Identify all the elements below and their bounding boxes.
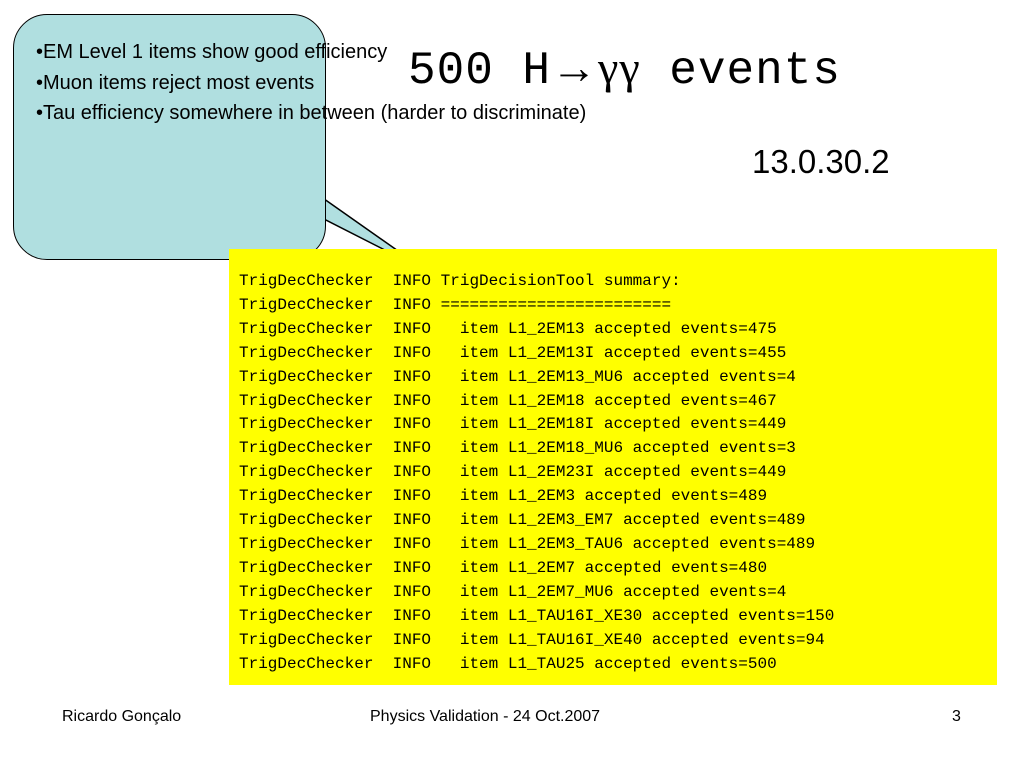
log-line: TrigDecChecker INFO item L1_2EM3_EM7 accepted events=489: [239, 511, 806, 530]
callout-bullet: [36, 68, 315, 99]
version-label: 13.0.30.2: [752, 143, 890, 180]
log-line: TrigDecChecker INFO item L1_2EM18I accepted events=449: [239, 415, 787, 434]
slide-title: [408, 40, 841, 99]
log-line: TrigDecChecker INFO item L1_2EM13_MU6 accepted events=4: [239, 367, 796, 386]
log-line: TrigDecChecker INFO item L1_2EM13I accepted events=455: [239, 343, 787, 362]
title-prefix: 500 H: [408, 45, 552, 97]
footer-page-number: 3: [952, 708, 961, 725]
log-line: TrigDecChecker INFO item L1_2EM3 accepted events=489: [239, 487, 768, 506]
callout-bullet-text: •EM Level 1 items show good efficiency: [36, 41, 388, 63]
log-line: TrigDecChecker INFO ========================: [239, 295, 672, 314]
callout-bullet: [36, 98, 587, 129]
title-arrow-symbol: →: [551, 42, 599, 93]
log-line: TrigDecChecker INFO item L1_2EM18_MU6 accepted events=3: [239, 439, 796, 458]
footer-event: Physics Validation - 24 Oct.2007: [370, 708, 601, 725]
callout-bullet-text: •Tau efficiency somewhere in between (harder to discriminate): [36, 102, 587, 124]
footer-author: Ricardo Gonçalo: [62, 708, 182, 725]
log-line: TrigDecChecker INFO item L1_2EM7 accepted events=480: [239, 558, 768, 577]
log-line: TrigDecChecker INFO item L1_TAU16I_XE30 accepted events=150: [239, 606, 835, 625]
log-line: TrigDecChecker INFO item L1_2EM13 accepted events=475: [239, 319, 777, 338]
log-line: TrigDecChecker INFO TrigDecisionTool summary:: [239, 272, 681, 290]
trigger-log-box: [229, 249, 997, 685]
log-line: TrigDecChecker INFO item L1_2EM18 accepted events=467: [239, 391, 777, 410]
log-line: TrigDecChecker INFO item L1_TAU25 accepted events=500: [239, 654, 777, 673]
log-line: TrigDecChecker INFO item L1_2EM7_MU6 accepted events=4: [239, 582, 787, 601]
title-suffix: events: [640, 45, 841, 97]
log-line: TrigDecChecker INFO item L1_2EM3_TAU6 accepted events=489: [239, 534, 816, 553]
log-line: TrigDecChecker INFO item L1_TAU16I_XE40 accepted events=94: [239, 630, 825, 649]
callout-bullet: [36, 37, 388, 68]
title-gamma-symbols: γγ: [598, 42, 641, 93]
log-line: TrigDecChecker INFO item L1_2EM23I accepted events=449: [239, 463, 787, 482]
callout-bullet-text: •Muon items reject most events: [36, 71, 315, 94]
